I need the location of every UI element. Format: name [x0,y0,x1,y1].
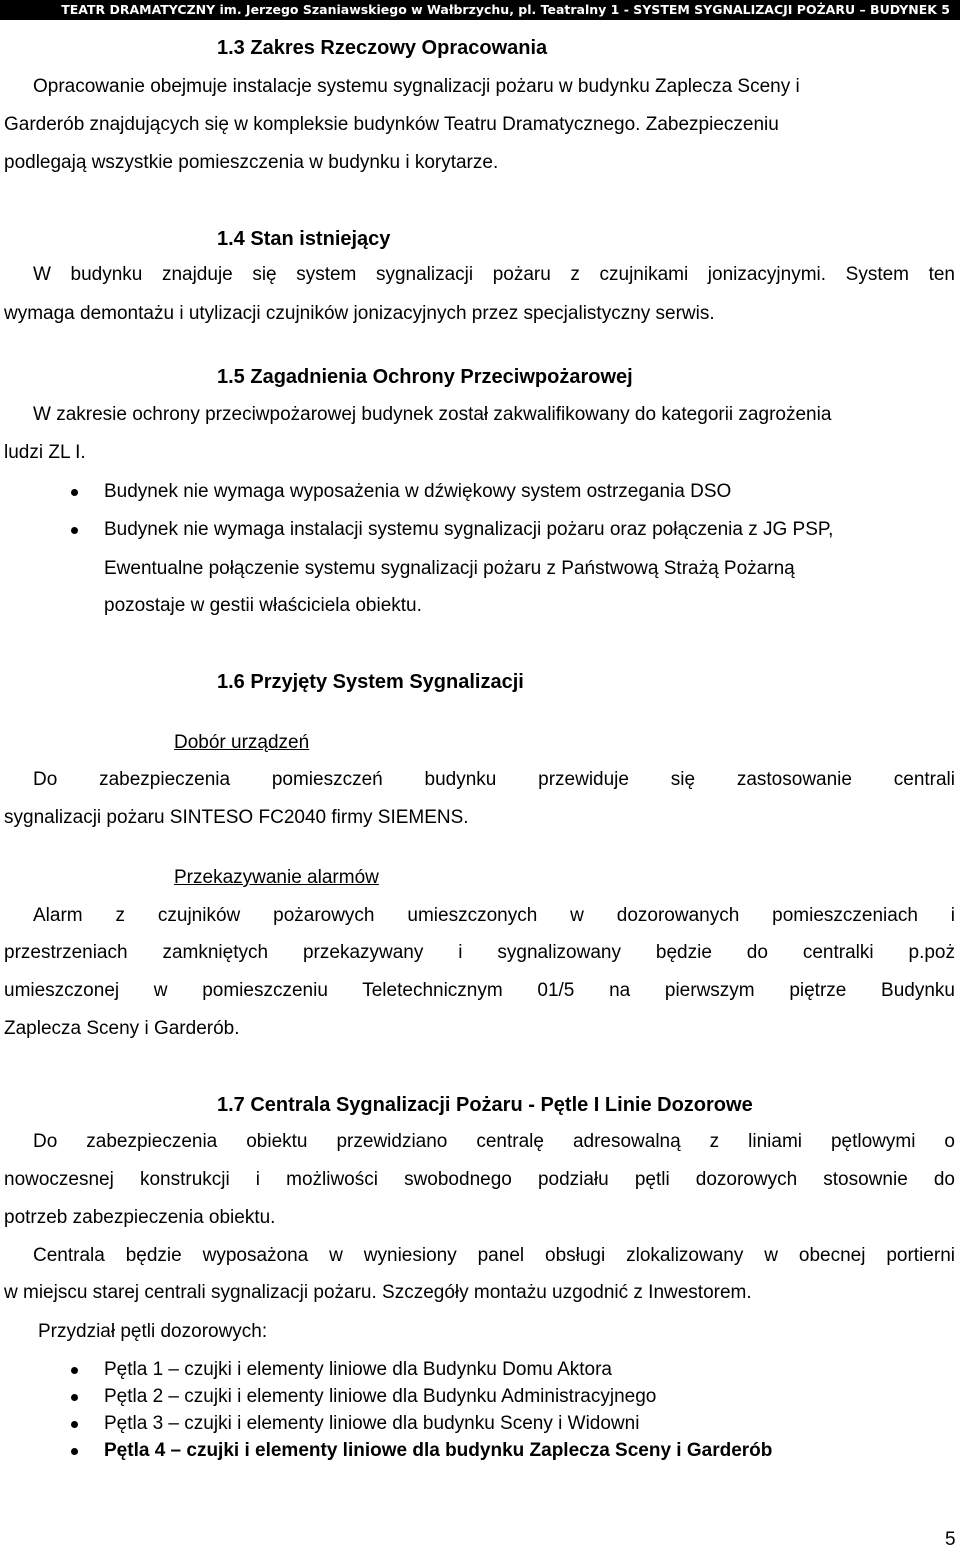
s17-p1-line-2: nowoczesnej konstrukcji i możliwości swobodnego podziału pętli dozorowych stosownie do [4,1169,955,1190]
subheading-dobor-urzadzen: Dobór urządzeń [174,732,310,753]
loop-item-2: Pętla 2 – czujki i elementy liniowe dla Budynku Administracyjnego [104,1386,657,1407]
s16-sub2-line-4: Zaplecza Sceny i Garderób. [4,1018,240,1039]
section-1-6-title: 1.6 Przyjęty System Sygnalizacji [217,671,524,693]
subheading-przekazywanie-alarmow: Przekazywanie alarmów [174,867,379,888]
s15-line-1: W zakresie ochrony przeciwpożarowej budynek został zakwalifikowany do kategorii zagrożenia [33,404,832,425]
bullet-icon [71,1448,78,1455]
section-1-3-title: 1.3 Zakres Rzeczowy Opracowania [217,37,548,59]
page-number: 5 [945,1529,956,1550]
loop-item-3: Pętla 3 – czujki i elementy liniowe dla budynku Sceny i Widowni [104,1413,640,1434]
s14-line-2: wymaga demontażu i utylizacji czujników jonizacyjnych przez specjalistyczny serwis. [4,303,715,324]
bullet-icon [71,489,78,496]
section-1-5-title: 1.5 Zagadnienia Ochrony Przeciwpożarowej [217,366,633,388]
section-1-7-title: 1.7 Centrala Sygnalizacji Pożaru - Pętle I Linie Dozorowe [217,1094,753,1116]
bullet-icon [71,1421,78,1428]
page-header: TEATR DRAMATYCZNY im. Jerzego Szaniawskiego w Wałbrzychu, pl. Teatralny 1 - SYSTEM SYGNALIZACJI POŻARU – BUDYNEK 5 [0,0,960,20]
s15-bullet-2-line-3: pozostaje w gestii właściciela obiektu. [104,595,422,616]
s14-line-1: W budynku znajduje się system sygnalizacji pożaru z czujnikami jonizacyjnymi. System ten [33,264,955,285]
s15-bullet-1: Budynek nie wymaga wyposażenia w dźwiękowy system ostrzegania DSO [104,481,732,502]
s16-sub2-line-3: umieszczonej w pomieszczeniu Teletechnicznym 01/5 na pierwszym piętrze Budynku [4,980,955,1001]
loops-label: Przydział pętli dozorowych: [38,1321,268,1342]
s17-p2-line-2: w miejscu starej centrali sygnalizacji pożaru. Szczegóły montażu uzgodnić z Inwestorem. [4,1282,752,1303]
s16-sub1-line-2: sygnalizacji pożaru SINTESO FC2040 firmy SIEMENS. [4,807,469,828]
bullet-icon [71,1367,78,1374]
bullet-icon [71,527,78,534]
loop-item-1: Pętla 1 – czujki i elementy liniowe dla Budynku Domu Aktora [104,1359,612,1380]
s16-sub2-line-2: przestrzeniach zamkniętych przekazywany i sygnalizowany będzie do centralki p.poż [4,942,955,963]
s15-bullet-2-line-1: Budynek nie wymaga instalacji systemu sygnalizacji pożaru oraz połączenia z JG PSP, [104,519,834,540]
section-1-4-title: 1.4 Stan istniejący [217,228,391,250]
s13-line-2: Garderób znajdujących się w kompleksie budynków Teatru Dramatycznego. Zabezpieczeniu [4,114,779,135]
s16-sub2-line-1: Alarm z czujników pożarowych umieszczonych w dozorowanych pomieszczeniach i [33,905,955,926]
s15-bullet-2-line-2: Ewentualne połączenie systemu sygnalizacji pożaru z Państwową Strażą Pożarną [104,558,795,579]
s16-sub1-line-1: Do zabezpieczenia pomieszczeń budynku przewiduje się zastosowanie centrali [33,769,955,790]
bullet-icon [71,1394,78,1401]
s17-p1-line-1: Do zabezpieczenia obiektu przewidziano centralę adresowalną z liniami pętlowymi o [33,1131,955,1152]
s17-p1-line-3: potrzeb zabezpieczenia obiektu. [4,1207,276,1228]
loop-item-4: Pętla 4 – czujki i elementy liniowe dla budynku Zaplecza Sceny i Garderób [104,1440,773,1461]
s15-line-2: ludzi ZL I. [4,442,86,463]
s17-p2-line-1: Centrala będzie wyposażona w wyniesiony panel obsługi zlokalizowany w obecnej portierni [33,1245,955,1266]
s13-line-3: podlegają wszystkie pomieszczenia w budynku i korytarze. [4,152,499,173]
s13-line-1: Opracowanie obejmuje instalacje systemu sygnalizacji pożaru w budynku Zaplecza Sceny i [33,76,800,97]
